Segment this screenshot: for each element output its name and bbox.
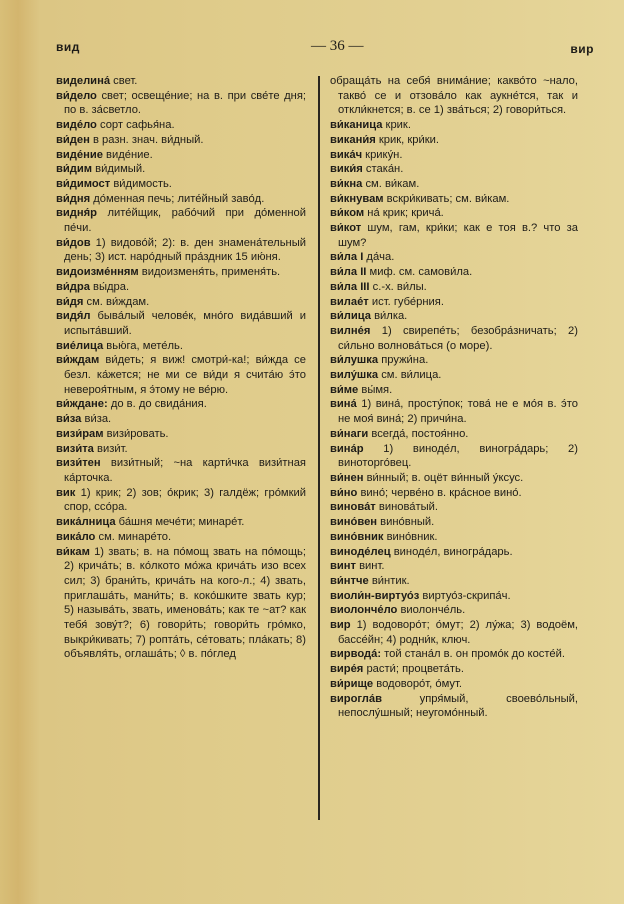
definition: сорт сафья́на. <box>96 119 175 132</box>
dictionary-entry <box>56 309 306 338</box>
headword: ви́нтче <box>330 574 369 587</box>
definition: обраща́ть на себя́ внима́ние; какво́то ~нало, такво́ се и отзова́ло как аукне́тся, так и откли́кнется; в. се 1) зва́ться; 2) говори́ться. <box>330 75 578 117</box>
definition: 1) виноде́л, виногра́дарь; 2) виноторго́вец. <box>338 442 578 470</box>
headword: вилу́шка <box>330 369 379 382</box>
definition: крик. <box>382 119 411 132</box>
dictionary-entry <box>56 280 306 295</box>
headword: ви́дя <box>56 295 84 308</box>
dictionary-entry <box>330 574 578 589</box>
definition: виолонче́ль. <box>397 604 466 617</box>
headword: видя́л <box>56 310 91 323</box>
dictionary-entry <box>330 162 578 177</box>
dictionary-entry <box>56 177 306 192</box>
definition: винова́тый. <box>375 501 439 514</box>
definition: шум, гам, кри́ки; как е тоя в.? что за шум? <box>338 222 578 249</box>
headword: визи́рам <box>56 427 104 440</box>
definition: 1) водоворо́т; о́мут; 2) лу́жа; 3) водоём, бассе́йн; 4) родни́к, ключ. <box>338 619 578 646</box>
dictionary-entry <box>56 236 306 265</box>
left-column <box>56 74 306 662</box>
dictionary-entry <box>330 486 578 501</box>
dictionary-entry <box>56 162 306 177</box>
definition: на́ крик; крича́. <box>364 207 444 220</box>
dictionary-entry <box>56 74 306 89</box>
right-column <box>330 74 578 721</box>
definition: виноде́л, виногра́дарь. <box>390 545 513 558</box>
headword: ви́дим <box>56 163 93 176</box>
headword: винт <box>330 560 356 573</box>
definition: 1) крик; 2) зов; о́крик; 3) галдёж; гро́мкий спор, ссо́ра. <box>64 486 306 514</box>
headword: визи́та <box>56 442 94 455</box>
dictionary-entry <box>56 515 306 530</box>
dictionary-entry <box>56 295 306 310</box>
definition: визи́ровать. <box>103 427 169 440</box>
headword: вир <box>330 619 351 632</box>
headword: видоизме́нням <box>56 266 139 279</box>
headword: ви́кам <box>56 545 90 558</box>
dictionary-entry <box>330 618 578 647</box>
headword: ви́дов <box>56 236 91 249</box>
definition: визи́тный; ~на карти́чка визи́тная ка́рточка. <box>64 457 306 484</box>
dictionary-entry <box>56 427 306 442</box>
dictionary-entry <box>330 324 578 353</box>
definition: 1) звать; в. на по́мощ звать на по́мощь; 2) крича́ть; в. ко́лкото мо́жа крича́ть изо всех сил; 3) брани́ть, крича́ть на кого-л.; 4) звать, приглаша́ть, мани́ть; в. коко́шките звать кур; 5) называ́ть, звать, именова́ть; как те ~ат? как тебя́ зову́т?; 6) говори́ть; говори́ть гро́мко, выкри́кивать; 7) ропта́ть, се́товать; пла́кать; 8) объявля́ть, оглаша́ть; ◊ в. по́глед <box>64 545 306 661</box>
headword: виде́ние <box>56 148 103 161</box>
dictionary-entry <box>56 192 306 207</box>
left-guide-word: вид <box>56 40 80 54</box>
definition: пружи́на. <box>378 354 429 367</box>
headword: ви́нен <box>330 471 364 484</box>
definition: до в. до свида́ния. <box>107 398 207 411</box>
dictionary-entry <box>330 309 578 324</box>
dictionary-entry <box>330 368 578 383</box>
definition: миф. см. самови́ла. <box>366 266 473 279</box>
headword: вика́лница <box>56 516 116 529</box>
headword: ви́ком <box>330 207 365 220</box>
dictionary-entry <box>330 192 578 207</box>
dictionary-entry <box>330 559 578 574</box>
headword: ви́каница <box>330 119 383 132</box>
page-header <box>56 38 594 58</box>
column-divider <box>318 76 320 820</box>
headword: ви́кот <box>330 222 362 235</box>
headword: вина́ <box>330 398 357 411</box>
dictionary-entry <box>56 397 306 412</box>
headword: виде́ло <box>56 119 97 132</box>
definition: свет; освеще́ние; на в. при све́те дня; по в. за́светло. <box>64 89 306 117</box>
dictionary-entry <box>330 148 578 163</box>
definition: вью́га, мете́ль. <box>103 339 183 352</box>
definition: винт. <box>356 560 385 573</box>
headword: ви́ла I <box>330 251 364 264</box>
headword: вирогла́в <box>330 692 383 705</box>
headword: ви́ден <box>56 133 90 146</box>
dictionary-entry <box>330 206 578 221</box>
definition: вино́вный. <box>377 516 435 529</box>
dictionary-entry <box>56 148 306 163</box>
definition: визи́т. <box>93 442 128 455</box>
definition: см. ви́ждам. <box>83 295 150 308</box>
dictionary-entry <box>56 133 306 148</box>
definition: с.-х. ви́лы. <box>369 280 427 293</box>
headword: вино́вник <box>330 530 384 543</box>
headword: вие́лица <box>56 339 104 352</box>
headword: видня́р <box>56 207 97 220</box>
definition: ви́за. <box>81 413 112 426</box>
headword: ви́ме <box>330 383 359 396</box>
right-guide-word: вир <box>570 42 594 56</box>
headword: ви́димост <box>56 177 111 190</box>
definition: быва́лый челове́к, мно́го вида́вший и испыта́вший. <box>64 310 306 337</box>
definition: ви́димый. <box>92 163 146 176</box>
definition: вино́вник. <box>383 530 438 543</box>
dictionary-entry <box>330 500 578 515</box>
definition: вскри́кивать; см. ви́кам. <box>383 192 510 205</box>
headword: ви́ла III <box>330 280 370 293</box>
headword: ви́дра <box>56 280 90 293</box>
definition: 1) свирепе́ть; безобра́зничать; 2) си́льно волнова́ться (о море). <box>338 324 578 352</box>
headword: вики́я <box>330 163 363 176</box>
definition: в разн. знач. ви́дный. <box>89 133 204 146</box>
definition: 1) вина́, просту́пок; това́ не е мо́я в. э́то не моя́ вина́; 2) причи́на. <box>338 398 578 426</box>
headword: вире́я <box>330 663 364 676</box>
dictionary-entry <box>330 471 578 486</box>
definition: вино́; черве́но в. кра́сное вино́. <box>357 486 522 499</box>
definition: см. ви́кам. <box>362 177 420 190</box>
headword: вирводá: <box>330 648 382 661</box>
dictionary-entry <box>330 589 578 604</box>
headword: ви́дня <box>56 192 91 205</box>
definition: водоворо́т, о́мут. <box>373 677 462 690</box>
dictionary-entry <box>56 545 306 663</box>
definition: всегда́, постоя́нно. <box>368 427 469 440</box>
dictionary-entry <box>56 456 306 485</box>
definition: ист. губе́рния. <box>368 295 444 308</box>
headword: ви́ждане: <box>56 398 108 411</box>
dictionary-entry <box>330 603 578 618</box>
headword: виолонче́ло <box>330 604 398 617</box>
headword: ви́наги <box>330 427 369 440</box>
definition: ви́деть; я виж! смотри́-ка!; ви́жда се безл. ка́жется; не ми се ви́ди я счита́ю э́то невероя́тным, я э́тому не ве́рю. <box>64 354 306 396</box>
headword: виделина́ <box>56 75 111 87</box>
dictionary-entry <box>330 177 578 192</box>
headword: ви́рище <box>330 677 374 690</box>
dictionary-entry <box>56 486 306 515</box>
dictionary-entry <box>330 397 578 426</box>
headword: вина́р <box>330 442 364 455</box>
definition: виде́ние. <box>102 148 153 161</box>
dictionary-entry <box>330 545 578 560</box>
page-number: — 36 — <box>311 38 364 54</box>
headword: ви́лушка <box>330 354 379 367</box>
definition: ви́нный; в. оцёт ви́нный у́ксус. <box>363 471 524 484</box>
definition: свет. <box>110 75 138 87</box>
definition: стака́н. <box>362 163 404 176</box>
dictionary-entry <box>330 133 578 148</box>
headword: вик <box>56 486 76 499</box>
definition: ви́лка. <box>370 310 408 323</box>
dictionary-entry <box>56 412 306 427</box>
dictionary-entry <box>56 265 306 280</box>
definition: см. ви́лица. <box>378 369 442 382</box>
definition: ба́шня мече́ти; минаре́т. <box>115 516 245 529</box>
definition: ви́нтик. <box>368 574 410 587</box>
dictionary-entry <box>330 677 578 692</box>
headword: вилае́т <box>330 295 369 308</box>
headword: вино́вен <box>330 516 378 529</box>
headword: ви́дело <box>56 89 97 102</box>
definition: см. минаре́то. <box>95 530 172 543</box>
definition: упря́мый, своево́льный, непослу́шный; неугомо́нный. <box>338 692 578 720</box>
headword: вика́ч <box>330 148 363 161</box>
definition: видоизменя́ть, применя́ть. <box>138 266 281 279</box>
dictionary-entry <box>330 383 578 398</box>
dictionary-entry <box>330 692 578 721</box>
headword: ви́лица <box>330 310 371 323</box>
dictionary-entry <box>330 530 578 545</box>
dictionary-entry <box>56 530 306 545</box>
definition: расти́; процвета́ть. <box>363 663 464 676</box>
dictionary-entry <box>330 118 578 133</box>
dictionary-entry <box>56 339 306 354</box>
headword: ви́за <box>56 413 82 426</box>
definition: крик, кри́ки. <box>375 133 439 146</box>
dictionary-entry <box>330 74 578 118</box>
dictionary-entry <box>56 442 306 457</box>
definition: ви́димость. <box>110 177 172 190</box>
dictionary-entry <box>330 295 578 310</box>
headword: ви́ждам <box>56 354 100 367</box>
headword: вилне́я <box>330 324 371 337</box>
dictionary-entry <box>330 515 578 530</box>
definition: виртуо́з-скрипа́ч. <box>419 589 511 602</box>
dictionary-entry <box>56 206 306 235</box>
definition: вы́мя. <box>358 383 393 396</box>
headword: винова́т <box>330 501 376 514</box>
dictionary-entry <box>330 353 578 368</box>
headword: викани́я <box>330 133 376 146</box>
headword: визи́тен <box>56 457 101 470</box>
definition: лите́йщик, рабо́чий при до́менной пе́чи. <box>64 207 306 235</box>
definition: вы́дра. <box>89 280 130 293</box>
dictionary-entry <box>330 647 578 662</box>
dictionary-entry <box>330 280 578 295</box>
dictionary-entry <box>330 221 578 250</box>
dictionary-entry <box>56 118 306 133</box>
dictionary-entry <box>56 353 306 397</box>
dictionary-entry <box>330 250 578 265</box>
headword: виноде́лец <box>330 545 391 558</box>
headword: ви́кнувам <box>330 192 384 205</box>
definition: крику́н. <box>362 148 403 161</box>
headword: ви́но <box>330 486 358 499</box>
definition: той стана́л в. он промо́к до косте́й. <box>381 648 565 661</box>
headword: ви́ла II <box>330 266 367 279</box>
definition: да́ча. <box>363 251 395 264</box>
dictionary-entry <box>56 89 306 118</box>
definition: до́менная печь; лите́йный заво́д. <box>90 192 265 205</box>
definition: 1) видово́й; 2): в. ден знамена́тельный день; 3) ист. наро́дный пра́здник 15 ию́ня. <box>64 236 306 264</box>
dictionary-entry <box>330 427 578 442</box>
dictionary-entry <box>330 442 578 471</box>
headword: виоли́н-виртуо́з <box>330 589 420 602</box>
dictionary-entry <box>330 265 578 280</box>
headword: вика́ло <box>56 530 96 543</box>
headword: ви́кна <box>330 177 363 190</box>
dictionary-entry <box>330 662 578 677</box>
